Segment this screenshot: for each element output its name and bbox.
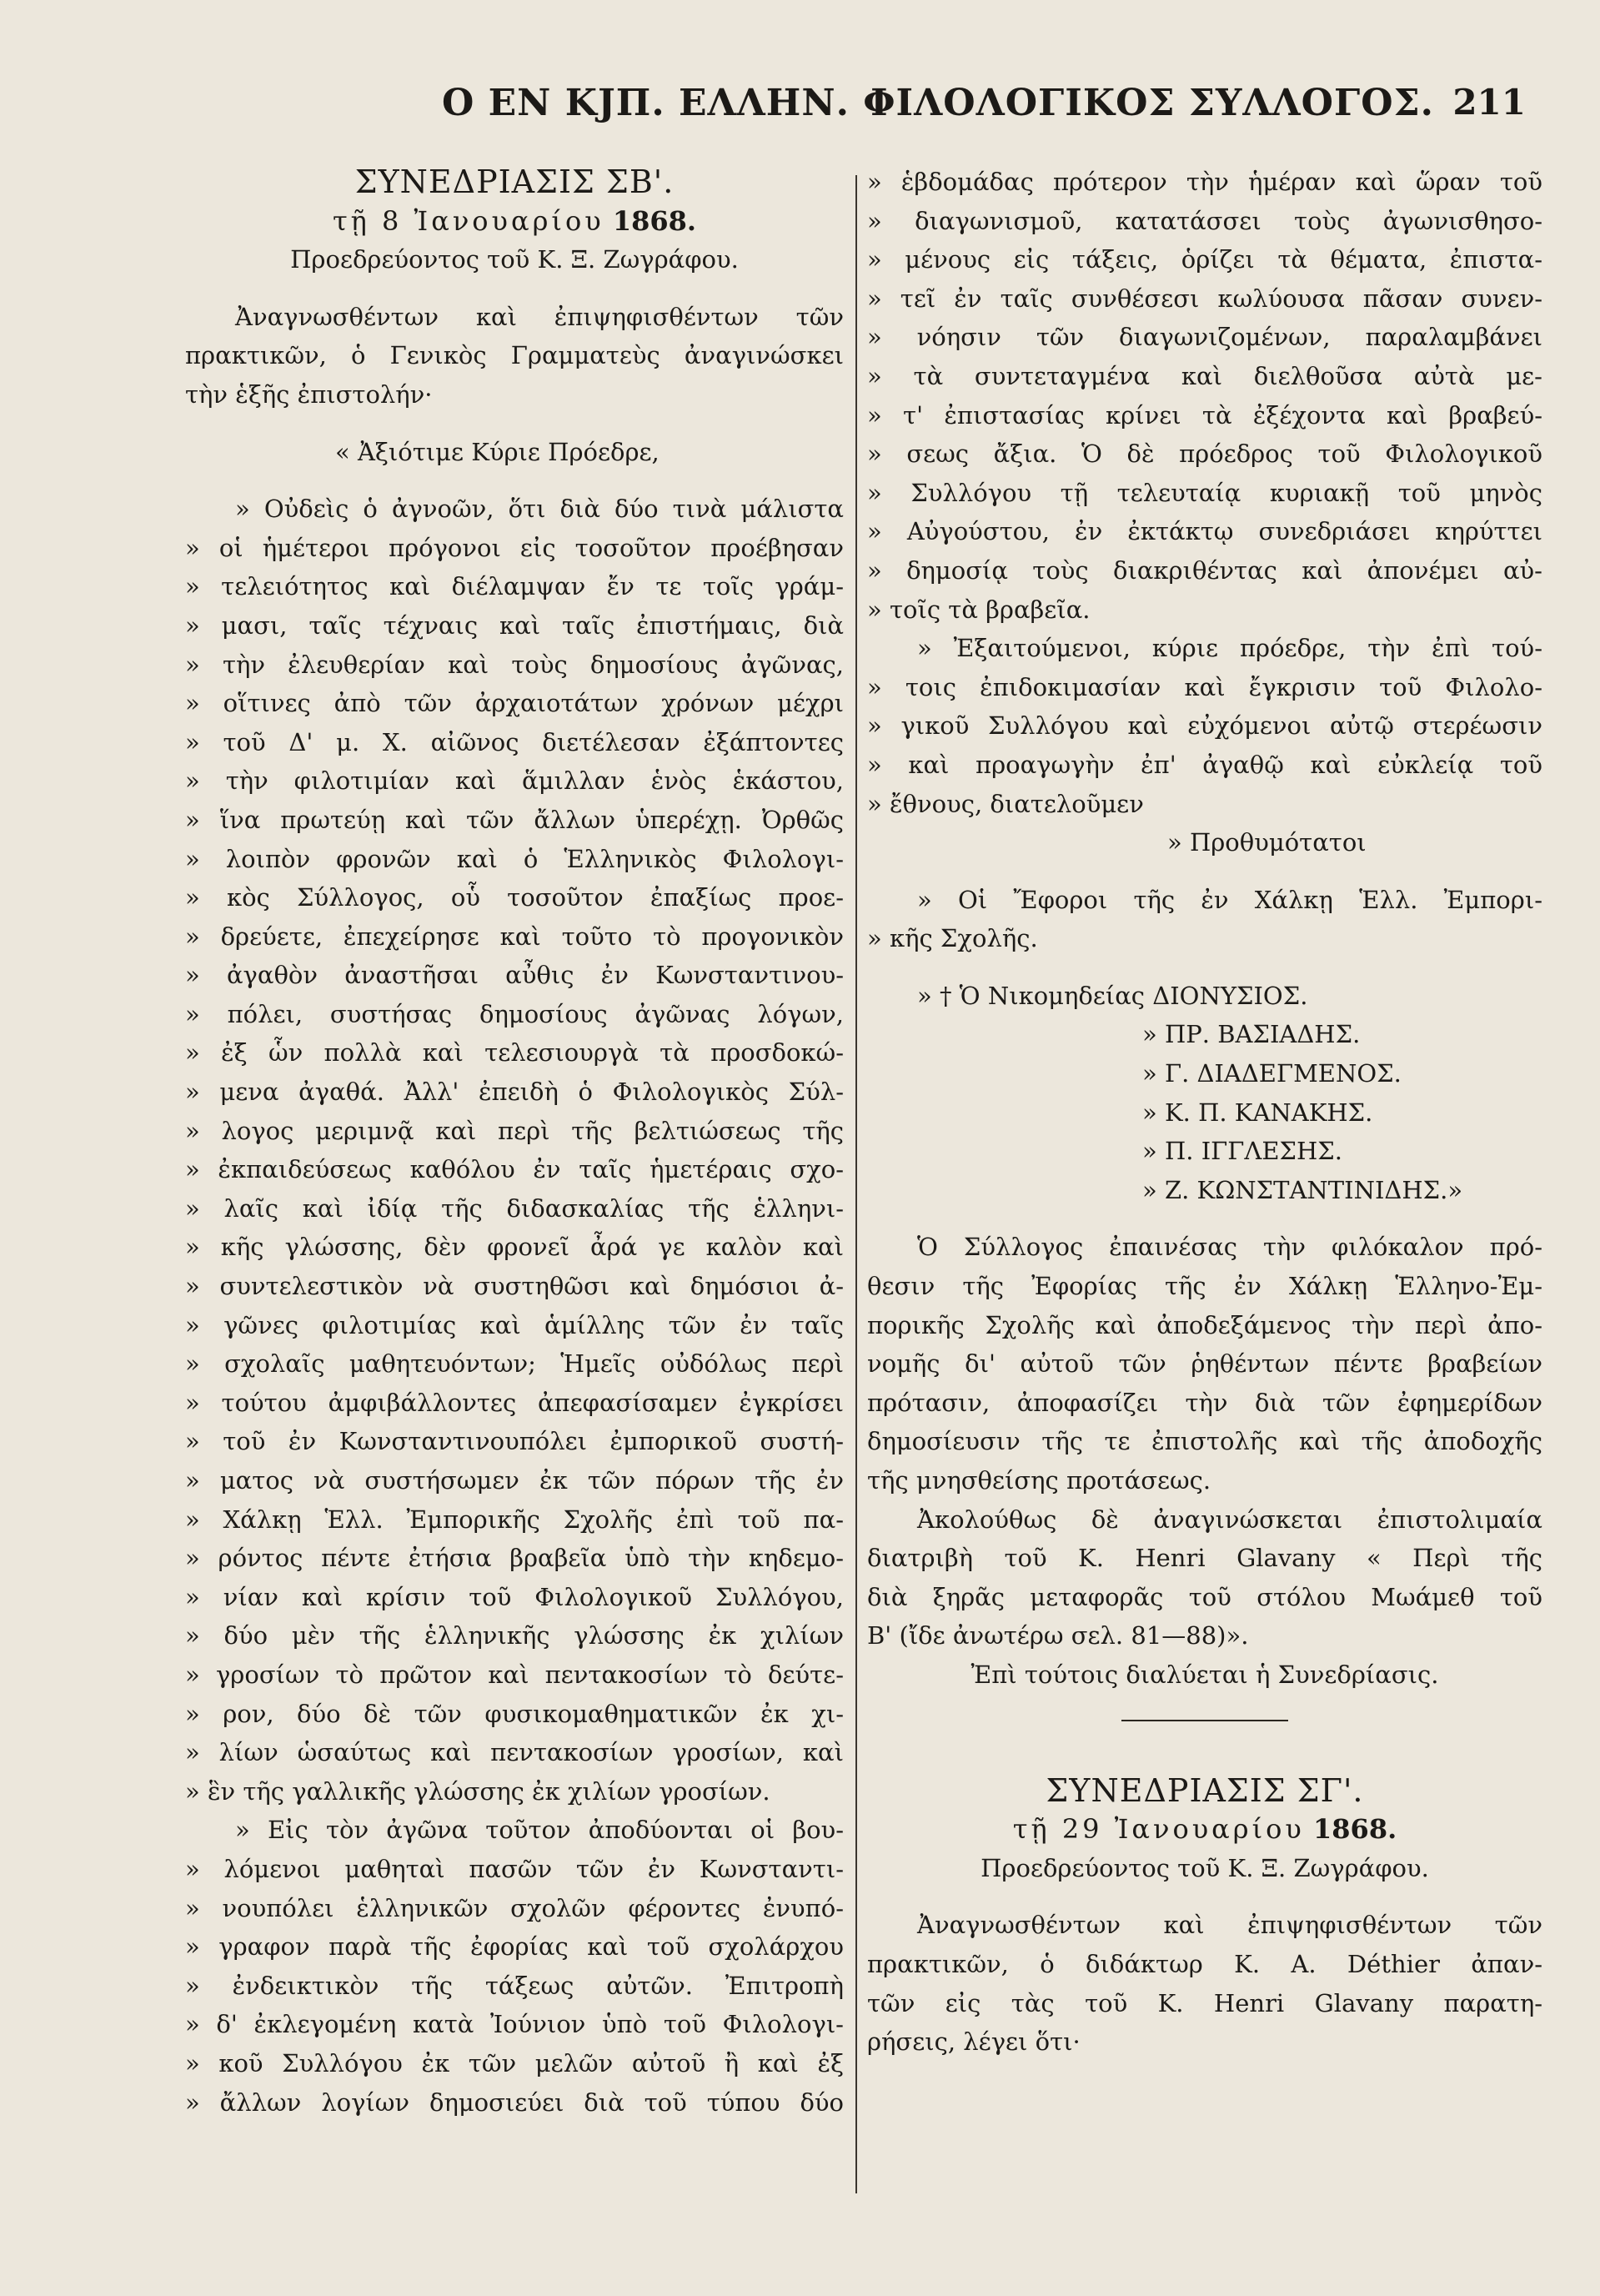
text-line: » Κ. Π. ΚΑΝΑΚΗΣ. — [1142, 1098, 1373, 1127]
final-paragraph — [867, 1906, 1542, 2022]
text-line: τὴν ἑξῆς ἐπιστολήν· — [185, 379, 433, 409]
text-line: » Π. ΙΓΓΛΕΣΗΣ. — [1142, 1137, 1343, 1166]
presiding-line: Προεδρεύοντος τοῦ Κ. Ξ. Ζωγράφου. — [290, 245, 739, 274]
text-line: » γῶνες φιλοτιμίας καὶ ἁμίλλης τῶν ἐν ταῖς — [185, 1310, 844, 1339]
text-line: » σχολαῖς μαθητευόντων; Ἡμεῖς οὐδόλως περὶ — [185, 1349, 844, 1379]
session-date-year: 1868. — [612, 204, 697, 237]
text-line: » ἵνα πρωτεύῃ καὶ τῶν ἄλλων ὑπερέχῃ. Ὀρθῶς — [185, 805, 844, 834]
left-column — [185, 163, 844, 2122]
text-line: διὰ ξηρᾶς μεταφορᾶς τοῦ στόλου Μωάμεθ τοῦ — [867, 1582, 1542, 1611]
letter-body-continued — [185, 1850, 844, 2122]
column-rule — [855, 175, 857, 2193]
text-line: » ἀγαθὸν ἀναστῆσαι αὖθις ἐν Κωνσταντινου- — [185, 961, 844, 990]
intro-paragraph — [185, 298, 844, 414]
text-line: » λίων ὡσαύτως καὶ πεντακοσίων γροσίων, καὶ — [185, 1738, 844, 1767]
text-line: » δ' ἐκλεγομένη κατὰ Ἰούνιον ὑπὸ τοῦ Φιλολογι- — [185, 2010, 844, 2039]
text-line: » τοις ἐπιδοκιμασίαν καὶ ἔγκρισιν τοῦ Φιλολο- — [867, 672, 1542, 701]
text-line: » ἄλλων λογίων δημοσιεύει διὰ τοῦ τύπου δύο — [185, 2088, 844, 2117]
running-title: Ο ΕΝ ΚJΠ. ΕΛΛΗΝ. ΦΙΛΟΛΟΓΙΚΟΣ ΣΥΛΛΟΓΟΣ. — [442, 82, 1434, 124]
text-line: » τοῦ Δ' μ. Χ. αἰῶνος διετέλεσαν ἐξάπτοντες — [185, 727, 844, 756]
text-line: » νουπόλει ἑλληνικῶν σχολῶν φέροντες ἐνυπό- — [185, 1893, 844, 1922]
signatory-first: » † Ὁ Νικομηδείας ΔΙΟΝΥΣΙΟΣ. — [917, 981, 1308, 1010]
text-line: » κοῦ Συλλόγου ἐκ τῶν μελῶν αὐτοῦ ἢ καὶ ἐξ — [185, 2048, 844, 2077]
closing-paragraph-first: » Ἐξαιτούμενοι, κύριε πρόεδρε, τὴν ἐπὶ τού- — [917, 634, 1542, 663]
text-line: » δημοσίᾳ τοὺς διακριθέντας καὶ ἀπονέμει αὐ- — [867, 555, 1542, 585]
reading-last: Β' (ἴδε ἀνωτέρω σελ. 81—88)». — [867, 1621, 1249, 1650]
text-line: » μασι, ταῖς τέχναις καὶ ταῖς ἐπιστήμαις, διὰ — [185, 610, 844, 640]
text-line: » ἔθνους, διατελοῦμεν — [867, 789, 1144, 818]
text-line: » λογος μεριμνᾷ καὶ περὶ τῆς βελτιώσεως τῆς — [185, 1116, 844, 1145]
text-line: » ἐξ ὧν πολλὰ καὶ τελεσιουργὰ τὰ προσδοκώ- — [185, 1038, 844, 1068]
text-line: » Αὐγούστου, ἐν ἐκτάκτῳ συνεδριάσει κηρύττει — [867, 517, 1542, 546]
text-line: πορικῆς Σχολῆς καὶ ἀποδεξάμενος τὴν περὶ ἀπο- — [867, 1310, 1542, 1339]
session-date — [185, 202, 844, 241]
text-line: » Ζ. ΚΩΝΣΤΑΝΤΙΝΙΔΗΣ.» — [1142, 1175, 1463, 1204]
text-line: » ΠΡ. ΒΑΣΙΑΔΗΣ. — [1142, 1020, 1361, 1049]
ephoroi-line-2: » κῆς Σχολῆς. — [867, 924, 1038, 953]
text-line: » συντελεστικὸν νὰ συστηθῶσι καὶ δημόσιοι ἀ- — [185, 1272, 844, 1301]
presiding-line-2: Προεδρεύοντος τοῦ Κ. Ξ. Ζωγράφου. — [981, 1853, 1429, 1882]
text-line: Ἀναγνωσθέντων καὶ ἐπιψηφισθέντων τῶν — [917, 1911, 1542, 1940]
resolution-last: τῆς μνησθείσης προτάσεως. — [867, 1466, 1211, 1495]
ephoroi-line: » Οἱ Ἔφοροι τῆς ἐν Χάλκῃ Ἑλλ. Ἐμπορι- — [917, 885, 1542, 914]
section-separator — [1121, 1720, 1288, 1721]
text-line: » τ' ἐπιστασίας κρίνει τὰ ἐξέχοντα καὶ βραβεύ- — [867, 400, 1542, 430]
adjourn-line: Ἐπὶ τούτοις διαλύεται ἡ Συνεδρίασις. — [971, 1660, 1439, 1689]
final-last: ρήσεις, λέγει ὅτι· — [867, 2027, 1081, 2057]
text-line: » τὴν φιλοτιμίαν καὶ ἅμιλλαν ἑνὸς ἑκάστου, — [185, 766, 844, 796]
text-line: » οἱ ἡμέτεροι πρόγονοι εἰς τοσοῦτον προέβησαν — [185, 533, 844, 562]
text-line: » τὰ συντεταγμένα καὶ διελθοῦσα αὐτὰ με- — [867, 361, 1542, 390]
page-number: 211 — [1452, 82, 1526, 123]
text-line: » δρεύετε, ἐπεχείρησε καὶ τοῦτο τὸ προγονικὸν — [185, 922, 844, 951]
text-line: » τούτου ἀμφιβάλλοντες ἀπεφασίσαμεν ἐγκρίσει — [185, 1388, 844, 1417]
text-line: νομῆς δι' αὐτοῦ τῶν ῥηθέντων πέντε βραβείων — [867, 1349, 1542, 1379]
text-line: » νόησιν τῶν διαγωνιζομένων, παραλαμβάνει — [867, 323, 1542, 352]
resolution-paragraph — [867, 1267, 1542, 1461]
resolution-first: Ὁ Σύλλογος ἐπαινέσας τὴν φιλόκαλον πρό- — [917, 1233, 1542, 1262]
text-line: » μενα ἀγαθά. Ἀλλ' ἐπειδὴ ὁ Φιλολογικὸς Σύλ- — [185, 1078, 844, 1107]
closing-paragraph — [867, 668, 1542, 823]
text-line: » κὸς Σύλλογος, οὗ τοσοῦτον ἐπαξίως προε- — [185, 883, 844, 912]
text-line: » γραφον παρὰ τῆς ἐφορίας καὶ τοῦ σχολάρχου — [185, 1932, 844, 1962]
text-line: » Οὐδεὶς ὁ ἀγνοῶν, ὅτι διὰ δύο τινὰ μάλιστα — [235, 495, 844, 524]
text-line: » λαῖς καὶ ἰδίᾳ τῆς διδασκαλίας τῆς ἑλληνι- — [185, 1193, 844, 1223]
text-line: » καὶ προαγωγὴν ἐπ' ἀγαθῷ καὶ εὐκλείᾳ τοῦ — [867, 750, 1542, 779]
text-line: θεσιν τῆς Ἐφορίας τῆς ἐν Χάλκῃ Ἑλληνο-Ἐμ- — [867, 1272, 1542, 1301]
text-line: » Συλλόγου τῇ τελευταίᾳ κυριακῇ τοῦ μηνὸς — [867, 478, 1542, 507]
text-line: » τελειότητος καὶ διέλαμψαν ἔν τε τοῖς γράμ- — [185, 572, 844, 601]
text-line: » Γ. ΔΙΑΔΕΓΜΕΝΟΣ. — [1142, 1059, 1402, 1088]
text-line: Ἀναγνωσθέντων καὶ ἐπιψηφισθέντων τῶν — [235, 302, 844, 331]
text-line: » ἐκπαιδεύσεως καθόλου ἐν ταῖς ἡμετέραις σχο- — [185, 1155, 844, 1184]
text-line: » δύο μὲν τῆς ἑλληνικῆς γλώσσης ἐκ χιλίων — [185, 1621, 844, 1650]
session-heading: ΣΥΝΕΔΡΙΑΣΙΣ ΣΒ'. — [354, 163, 675, 200]
session-heading-2: ΣΥΝΕΔΡΙΑΣΙΣ ΣΓ'. — [1046, 1771, 1364, 1809]
text-line: » ἐνδεικτικὸν τῆς τάξεως αὐτῶν. Ἐπιτροπὴ — [185, 1971, 844, 2000]
text-line: » μένους εἰς τάξεις, ὁρίζει τὰ θέματα, ἐπιστα- — [867, 245, 1542, 274]
text-line: » ἑβδομάδας πρότερον τὴν ἡμέραν καὶ ὥραν τοῦ — [867, 168, 1542, 196]
closing-formula: » Προθυμότατοι — [1167, 828, 1367, 857]
text-line: » γικοῦ Συλλόγου καὶ εὐχόμενοι αὐτῷ στερέωσιν — [867, 711, 1542, 741]
text-line: » οἵτινες ἀπὸ τῶν ἀρχαιοτάτων χρόνων μέχρι — [185, 689, 844, 718]
text-line: » νίαν καὶ κρίσιν τοῦ Φιλολογικοῦ Συλλόγου, — [185, 1582, 844, 1611]
signatories — [867, 1015, 1542, 1209]
letter-body — [185, 490, 844, 1811]
text-line: δημοσίευσιν τῆς τε ἐπιστολῆς καὶ τῆς ἀποδοχῆς — [867, 1427, 1542, 1456]
salutation: « Ἀξιότιμε Κύριε Πρόεδρε, — [335, 437, 660, 466]
text-line: » ρον, δύο δὲ τῶν φυσικομαθηματικῶν ἐκ χι- — [185, 1699, 844, 1728]
session-date-text: τῇ 8 Ἰανουαρίου — [332, 204, 604, 237]
letter-continuation — [867, 163, 1542, 629]
reading-first: Ἀκολούθως δὲ ἀναγινώσκεται ἐπιστολιμαία — [917, 1505, 1542, 1534]
text-line: » λοιπὸν φρονῶν καὶ ὁ Ἑλληνικὸς Φιλολογι- — [185, 844, 844, 873]
running-head — [192, 82, 1526, 140]
reading-paragraph — [867, 1539, 1542, 1616]
text-line: » πόλει, συστήσας δημοσίους ἀγῶνας λόγων, — [185, 999, 844, 1028]
text-line: » ἓν τῆς γαλλικῆς γλώσσης ἐκ χιλίων γροσίων. — [185, 1776, 770, 1806]
text-line: » ματος νὰ συστήσωμεν ἐκ τῶν πόρων τῆς ἐν — [185, 1466, 844, 1495]
text-line: » τοῖς τὰ βραβεῖα. — [867, 595, 1091, 624]
text-line: » τοῦ ἐν Κωνσταντινουπόλει ἐμπορικοῦ συστή- — [185, 1427, 844, 1456]
text-line: » διαγωνισμοῦ, κατατάσσει τοὺς ἀγωνισθησο- — [867, 206, 1542, 235]
text-line: » λόμενοι μαθηταὶ πασῶν τῶν ἐν Κωνσταντι- — [185, 1854, 844, 1883]
text-line: » τὴν ἐλευθερίαν καὶ τοὺς δημοσίους ἀγῶνας, — [185, 650, 844, 679]
right-column — [867, 163, 1542, 2062]
text-line: » γροσίων τὸ πρῶτον καὶ πεντακοσίων τὸ δεύτε- — [185, 1660, 844, 1689]
text-line: » ρόντος πέντε ἐτήσια βραβεῖα ὑπὸ τὴν κηδεμο- — [185, 1544, 844, 1573]
text-line: διατριβὴ τοῦ Κ. Henri Glavany « Περὶ τῆς — [867, 1544, 1542, 1573]
session-date-2-text: τῇ 29 Ἰανουαρίου — [1012, 1813, 1305, 1846]
letter-body-line: » Εἰς τὸν ἀγῶνα τοῦτον ἀποδύονται οἱ βου- — [235, 1816, 844, 1845]
text-line: » τεῖ ἐν ταῖς συνθέσεσι κωλύουσα πᾶσαν συνεν- — [867, 284, 1542, 313]
text-line: » κῆς γλώσσης, δὲν φρονεῖ ἆρά γε καλὸν καὶ — [185, 1233, 844, 1262]
text-line: πρότασιν, ἀποφασίζει τὴν διὰ τῶν ἐφημερίδων — [867, 1388, 1542, 1417]
text-line: » σεως ἄξια. Ὁ δὲ πρόεδρος τοῦ Φιλολογικοῦ — [867, 440, 1542, 469]
session-date-2-year: 1868. — [1313, 1813, 1397, 1846]
text-line: τῶν εἰς τὰς τοῦ Κ. Henri Glavany παρατη- — [867, 1988, 1542, 2017]
session-date-2 — [867, 1810, 1542, 1849]
text-line: πρακτικῶν, ὁ διδάκτωρ Κ. Α. Déthier ἀπαν- — [867, 1949, 1542, 1978]
text-line: » Χάλκῃ Ἑλλ. Ἐμπορικῆς Σχολῆς ἐπὶ τοῦ πα- — [185, 1505, 844, 1534]
text-line: πρακτικῶν, ὁ Γενικὸς Γραμματεὺς ἀναγινώσκει — [185, 341, 844, 370]
